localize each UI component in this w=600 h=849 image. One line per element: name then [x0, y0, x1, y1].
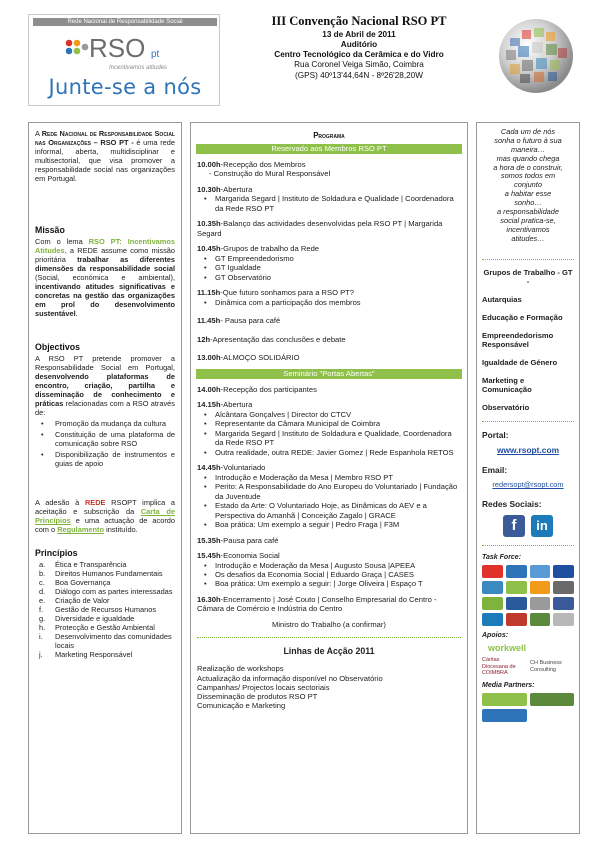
logo-brand: RSO	[89, 33, 146, 63]
event-address: Rua Coronel Veiga Simão, Coimbra	[294, 60, 424, 70]
rso-logo-icon	[63, 31, 183, 67]
program-title: Programa	[313, 131, 345, 140]
divider	[197, 637, 461, 638]
list-item: Disseminação de produtos RSO PT	[197, 691, 318, 701]
missao-text-4: (Social, económica e ambiental),	[35, 273, 175, 283]
item-time: 11.45h	[197, 316, 221, 326]
taskforce-logos	[482, 565, 574, 626]
grupo-item: Educação e Formação	[482, 312, 563, 322]
obj-text-2: desenvolvendo plataformas de encontro, criação, partilha e disseminação de conhecimento e práticas	[35, 371, 175, 409]
program-item	[197, 219, 461, 238]
workwell-logo: workwell	[488, 643, 527, 654]
list-text: Diálogo com as partes interessadas	[55, 587, 173, 597]
item-time: 10.35h	[197, 219, 221, 229]
intro-a: A	[35, 129, 40, 138]
apoios-label: Apoios:	[482, 632, 509, 640]
logo-tagline: Incentivamos atitudes	[109, 65, 168, 71]
regulamento-link[interactable]: Regulamento	[57, 525, 105, 535]
adesao-paragraph	[35, 498, 175, 534]
item-text: - Pausa para café	[220, 316, 281, 326]
item-bullet: • Estado da Arte: O Voluntariado Hoje, as Dinâmicas do AEV e a Perspectiva do Amanhã | Conceição Zagalo | GRACE	[197, 501, 461, 520]
item-text: -Encerramento | José Couto | Conselho Empresarial do Centro - Câmara de Comércio e Indústria do Centro	[197, 594, 437, 614]
item-bullet: • Margarida Segard | Instituto de Soldadura e Qualidade, Coordenadora da Rede RSO PT	[197, 429, 461, 448]
logo-slogan: Junte-se a nós	[48, 75, 202, 99]
list-marker: d.	[39, 587, 46, 597]
list-text: Marketing Responsável	[55, 650, 133, 660]
grupo-item: Autarquias	[482, 294, 522, 304]
list-item	[35, 587, 175, 596]
network-name: Rede Nacional de Responsabilidade Social nas Organizações – RSO PT -	[35, 129, 175, 148]
item-bullet: • GT Observatório	[197, 273, 461, 282]
item-text: -Recepção dos Membros	[220, 160, 306, 169]
program-item	[197, 244, 461, 282]
item-time: 13.00h	[197, 353, 221, 363]
list-marker: g.	[39, 614, 46, 624]
program-item	[197, 536, 461, 545]
item-time: 14.00h	[197, 384, 221, 394]
program-item	[197, 551, 461, 589]
list-marker: i.	[39, 632, 43, 642]
item-bullet: • GT Empreendedorismo	[197, 254, 461, 263]
ch-business-logo: CH Business Consulting	[530, 660, 562, 673]
media-logo-icon	[530, 693, 575, 706]
partner-logo-icon	[506, 581, 527, 594]
list-item	[35, 623, 175, 632]
logo-brand-suffix: pt	[151, 49, 160, 60]
quote-line: sonho…	[514, 198, 542, 207]
item-text: -Apresentação das conclusões e debate	[210, 334, 346, 344]
partner-logo-icon	[482, 565, 503, 578]
quote-line: sonha o futuro à sua	[494, 135, 562, 145]
partner-logo-icon	[530, 581, 551, 594]
grupo-item: Observatório	[482, 403, 530, 413]
list-item: Actualização da informação disponível no Observatório	[197, 673, 383, 683]
media-logo-icon	[482, 709, 527, 722]
item-text: -Recepção dos participantes	[220, 384, 317, 394]
list-item: • Disponibilização de instrumentos e guias de apoio	[35, 450, 175, 468]
email-link[interactable]: redersopt@rsopt.com	[492, 480, 564, 490]
event-title: III Convenção Nacional RSO PT	[271, 14, 447, 28]
carta-principios-link[interactable]: Carta de Princípios	[35, 507, 175, 526]
item-time: 15.45h	[197, 551, 221, 561]
right-column	[476, 122, 580, 834]
list-text: Ética e Transparência	[55, 560, 127, 570]
item-time: 10.30h	[197, 184, 221, 194]
list-item	[35, 560, 175, 569]
list-text: Boa Governança	[55, 578, 111, 588]
quote-line: social pratica-se,	[500, 215, 556, 225]
item-text: -ALMOÇO SOLIDÁRIO	[220, 353, 300, 363]
linhas-list	[197, 664, 461, 710]
grupo-item: Igualdade de Género	[482, 358, 558, 368]
item-time: 11.15h	[197, 288, 221, 298]
event-gps: (GPS) 40º13'44,64N - 8º26'28,20W	[295, 70, 423, 80]
item-text: -Que futuro sonhamos para a RSO PT?	[220, 288, 355, 298]
linkedin-icon[interactable]: in	[531, 515, 553, 537]
portal-label: Portal:	[482, 430, 509, 441]
quote-line: mas quando chega	[496, 153, 560, 163]
missao-text-1: Com o lema	[35, 236, 83, 246]
item-text: -Abertura	[220, 400, 253, 410]
quote-line: a hora de o construir,	[493, 162, 563, 172]
partner-logo-icon	[482, 597, 503, 610]
divider	[482, 545, 574, 546]
missao-end: .	[75, 309, 78, 319]
item-bullet: • Introdução e Moderação da Mesa | Membro RSO PT	[197, 473, 461, 482]
partner-logo-icon	[553, 597, 574, 610]
event-venue: Centro Tecnológico da Cerâmica e do Vidro	[274, 50, 444, 60]
quote-line: maneira…	[510, 144, 546, 154]
item-time: 16.30h	[197, 594, 221, 604]
grupo-item: Empreendedorismo Responsável	[482, 330, 554, 349]
item-text: -Abertura	[220, 184, 253, 194]
program-item	[197, 288, 461, 307]
item-bullet: • Boa prática: Um exemplo a seguir: | Jorge Oliveira | Espaço T	[197, 579, 461, 588]
item-time: 10.00h	[197, 160, 221, 169]
quote-line: incentivamos	[506, 224, 550, 234]
program-item	[197, 595, 461, 614]
program-item	[197, 160, 461, 179]
list-item: Campanhas/ Projectos locais sectoriais	[197, 682, 330, 692]
event-date: 13 de Abril de 2011	[322, 29, 396, 39]
obj-text-1: A RSO PT pretende promover a Responsabilidade Social em Portugal,	[35, 353, 175, 372]
partner-logo-icon	[553, 581, 574, 594]
adesao-text-1: A adesão à	[35, 498, 80, 508]
item-bullet: • GT Igualdade	[197, 263, 461, 272]
partner-logo-icon	[530, 565, 551, 578]
list-marker: f.	[39, 605, 44, 615]
list-text: Diversidade e igualdade	[55, 614, 135, 624]
list-item	[35, 578, 175, 587]
list-item	[35, 632, 175, 650]
event-header	[224, 14, 494, 81]
email-label: Email:	[482, 465, 508, 476]
item-text: -Grupos de trabalho da Rede	[220, 244, 320, 254]
missao-text-5: incentivando atitudes significativas e concretas na gestão das organizações em prol do desenvolvimento sustentável	[35, 282, 175, 319]
list-text: Direitos Humanos Fundamentais	[55, 569, 163, 579]
item-time: 10.45h	[197, 244, 221, 254]
program-item	[197, 463, 461, 529]
item-bullet: • Representante da Câmara Municipal de Coimbra	[197, 419, 461, 428]
missao-text-3: trabalhar as diferentes dimensões da responsabilidade social	[35, 254, 175, 273]
adesao-text-4: instituído.	[106, 525, 138, 535]
list-marker: a.	[39, 560, 46, 570]
intro-paragraph	[35, 129, 175, 183]
list-item: Realização de workshops	[197, 664, 284, 674]
adesao-rede: REDE	[84, 498, 106, 508]
list-marker: b.	[39, 569, 46, 579]
partner-logo-icon	[506, 597, 527, 610]
program-item	[197, 185, 461, 213]
list-item: • Constituição de uma plataforma de comunicação sobre RSO	[35, 430, 175, 448]
grupo-item: Marketing e Comunicação	[482, 376, 532, 395]
logo-network-bar: Rede Nacional de Responsabilidade Social	[33, 18, 217, 26]
program-item	[197, 316, 461, 325]
quote-line: Cada um de nós	[500, 127, 556, 136]
partner-logo-icon	[482, 613, 503, 626]
item-text: -Voluntariado	[220, 463, 266, 473]
linhas-title: Linhas de Acção 2011	[283, 646, 375, 657]
program-item	[197, 385, 461, 394]
quote	[482, 128, 574, 243]
portal-link[interactable]: www.rsopt.com	[496, 445, 560, 456]
sponsor-row	[482, 657, 574, 675]
partner-logo-icon	[553, 613, 574, 626]
list-item	[35, 596, 175, 605]
item-sub: - Construção do Mural Responsável	[209, 169, 331, 179]
item-bullet: • Dinâmica com a participação dos membros	[197, 298, 461, 307]
objectivos-heading: Objectivos	[35, 342, 80, 353]
quote-line: conjunto	[514, 180, 542, 190]
quote-line: somos todos em	[500, 171, 556, 181]
section-bar-members: Reservado aos Membros RSO PT	[196, 144, 462, 154]
partner-logo-icon	[553, 565, 574, 578]
facebook-icon[interactable]: f	[503, 515, 525, 537]
media-logo-icon	[482, 693, 527, 706]
list-marker: c.	[39, 578, 45, 588]
program-item	[197, 400, 461, 457]
partner-logo-icon	[506, 565, 527, 578]
media-label: Media Partners:	[482, 681, 535, 689]
list-text: Criação de Valor	[55, 596, 110, 606]
principios-list	[35, 560, 175, 659]
item-time: 14.15h	[197, 400, 221, 410]
principios-heading: Princípios	[35, 548, 78, 559]
item-bullet: • Outra realidade, outra REDE: Javier Gomez | Rede Espanhola RETOS	[197, 448, 461, 457]
item-bullet: • Os desafios da Economia Social | Eduardo Graça | CASES	[197, 570, 461, 579]
section-bar-seminar: Seminário "Portas Abertas"	[196, 369, 462, 379]
item-time: 12h	[197, 334, 211, 344]
partner-logo-icon	[530, 597, 551, 610]
globe-icon	[496, 16, 576, 96]
divider	[482, 259, 574, 260]
missao-text-2: a REDE assume como missão prioritária	[35, 245, 175, 264]
objectivos-paragraph	[35, 354, 175, 417]
quote-line: a responsabilidade	[496, 206, 560, 216]
list-text: Gestão de Recursos Humanos	[55, 605, 157, 615]
adesao-text-3: e uma actuação de acordo com o	[35, 516, 175, 535]
partner-logo-icon	[530, 613, 551, 626]
item-bullet: • Introdução e Moderação da Mesa | Augusto Sousa |APEEA	[197, 561, 461, 570]
ministro-note: Ministro do Trabalho (a confirmar)	[272, 619, 386, 629]
program-item	[197, 335, 461, 344]
list-item: Comunicação e Marketing	[197, 700, 286, 710]
item-bullet: • Alcântara Gonçalves | Director do CTCV	[197, 410, 461, 419]
item-text: -Balanço das actividades desenvolvidas pela RSO PT | Margarida Segard	[197, 219, 443, 238]
objectivos-list	[35, 419, 175, 468]
program-item	[197, 353, 461, 362]
list-text: Protecção e Gestão Ambiental	[55, 623, 155, 633]
list-marker: e.	[39, 596, 46, 606]
media-logos	[482, 693, 574, 722]
list-item	[35, 614, 175, 623]
taskforce-label: Task Force:	[482, 554, 522, 562]
obj-text-3: relacionadas com a RSO através de:	[35, 399, 175, 418]
partner-logo-icon	[482, 581, 503, 594]
logo-box	[28, 14, 220, 106]
program-column	[190, 122, 468, 834]
social-links	[482, 515, 574, 537]
item-time: 15.35h	[197, 535, 221, 545]
list-text: Desenvolvimento das comunidades locais	[55, 632, 172, 651]
missao-paragraph	[35, 237, 175, 318]
list-item	[35, 650, 175, 659]
divider	[482, 421, 574, 422]
social-label: Redes Sociais:	[482, 499, 542, 510]
list-item	[35, 605, 175, 614]
left-column	[28, 122, 182, 834]
item-text: -Pausa para café	[220, 535, 279, 545]
grupos-title: Grupos de Trabalho - GT -	[483, 268, 573, 287]
list-item: • Promoção da mudança da cultura	[35, 419, 175, 428]
item-text: -Economia Social	[220, 551, 280, 561]
item-bullet: • Boa prática: Um exemplo a seguir | Pedro Fraga | F3M	[197, 520, 461, 529]
item-bullet: • Margarida Segard | Instituto de Soldadura e Qualidade | Coordenadora da Rede RSO PT	[197, 194, 461, 213]
item-time: 14.45h	[197, 463, 221, 473]
caritas-logo: Cáritas Diocesana de COIMBRA	[482, 657, 516, 676]
quote-line: a habitar esse	[504, 189, 552, 199]
adesao-text-2: RSOPT implica a aceitação e subscrição da	[35, 498, 175, 517]
item-bullet: • Perito: A Responsabilidade do Ano Europeu do Voluntariado | Fundação da Juventude	[197, 482, 461, 501]
list-marker: h.	[39, 623, 46, 633]
partner-logo-icon	[506, 613, 527, 626]
list-item	[35, 569, 175, 578]
intro-rest: é uma rede informal, aberta, multidisciplinar e multisectorial, que visa promover a responsabilidade social nas organizações em Portugal.	[35, 138, 175, 184]
missao-lema: RSO PT: Incentivamos Atitudes,	[35, 236, 175, 255]
list-marker: j.	[39, 650, 43, 660]
missao-heading: Missão	[35, 225, 65, 236]
quote-line: atitudes…	[511, 233, 545, 243]
event-room: Auditório	[340, 39, 378, 49]
